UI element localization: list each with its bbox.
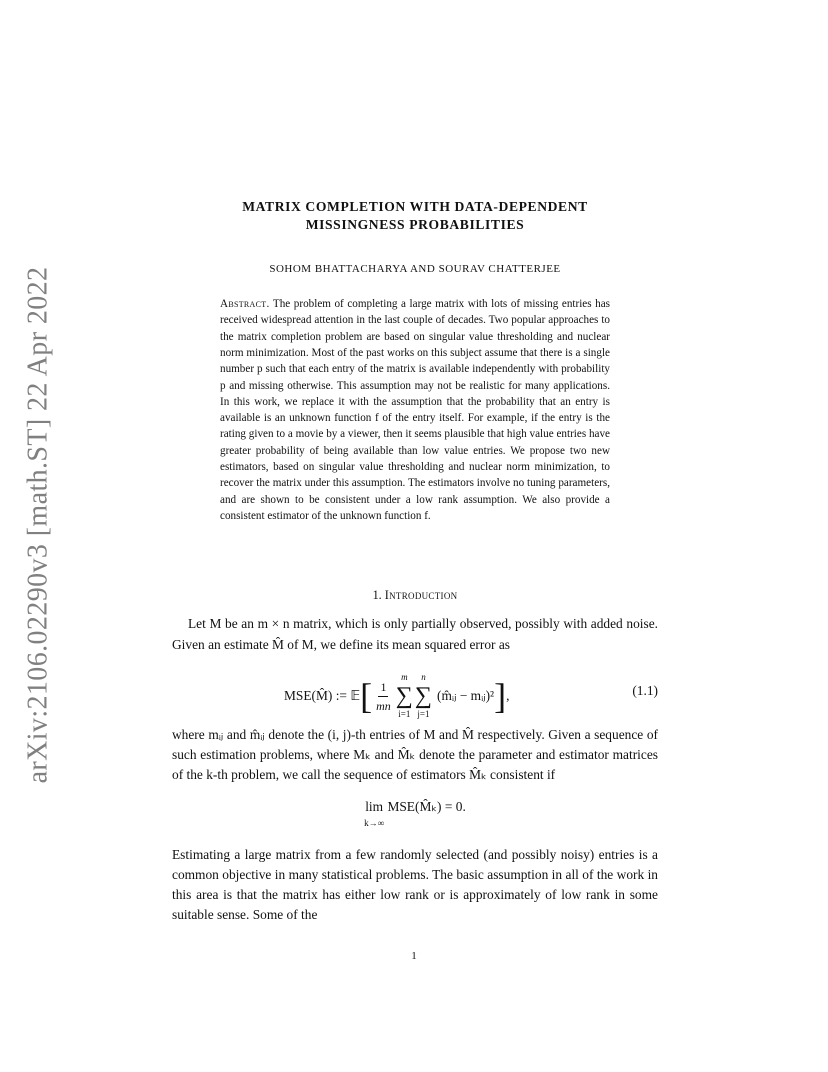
- paragraph-3: Estimating a large matrix from a few randomly selected (and possibly noisy) entries is a common objective in many statistical problems. The basic assumption in all of the work in this area is that the matrix has either low rank or is approximately of low rank in some suitable sense. Some of the: [172, 846, 658, 922]
- paper-page: [172, 198, 658, 925]
- eq1-comma: ,: [506, 688, 510, 704]
- title-line-2: MISSINGNESS PROBABILITIES: [305, 217, 525, 233]
- limit-word: lim: [365, 798, 384, 814]
- eq1-sum-i: [396, 671, 413, 722]
- page-number: 1: [411, 950, 417, 962]
- eq1-sum-j-bottom: j=1: [417, 709, 430, 720]
- limit-body: MSE(M̂ₖ) = 0.: [387, 798, 466, 814]
- eq1-sum-i-top: m: [401, 671, 408, 682]
- eq1-bracket-right: ]: [494, 676, 507, 717]
- sigma-icon: ∑: [395, 683, 413, 710]
- eq1-term: (m̂ᵢⱼ − mᵢⱼ)²: [437, 688, 495, 704]
- arxiv-stamp: [18, 266, 58, 784]
- paragraph-1: Let M be an m × n matrix, which is only partially observed, possibly with added noise. Given an estimate M̂ of M, we define its mean squared error as: [172, 616, 658, 652]
- section-title: Introduction: [384, 588, 458, 603]
- eq1-sum-j: [415, 671, 432, 722]
- sigma-icon: ∑: [414, 683, 432, 710]
- eq1-bracket-left: [: [360, 676, 373, 717]
- title-line-1: MATRIX COMPLETION WITH DATA-DEPENDENT: [242, 199, 588, 214]
- equation-1-1: [172, 661, 658, 721]
- arxiv-stamp-text: arXiv:2106.02290v3 [math.ST] 22 Apr 2022: [22, 266, 53, 784]
- eq1-sum-i-bottom: i=1: [398, 709, 411, 720]
- paragraph-2: where mᵢⱼ and m̂ᵢⱼ denote the (i, j)-th entries of M and M̂ respectively. Given a sequence of such estimation problems, where Mₖ and M̂ₖ denote the parameter and estimator matrices of the k-th problem, we call the sequence of estimators M̂ₖ consistent if: [172, 726, 658, 782]
- eq1-frac-num: 1: [378, 678, 388, 697]
- abstract-text: The problem of completing a large matrix with lots of missing entries has received widespread attention in the last couple of decades. Two popular approaches to the matrix completion problem are based on singular value thresholding and nuclear norm minimization. Most of the past works on this subject assume that there is a single number p such that each entry of the matrix is available independently with probability p and missing otherwise. This assumption may not be realistic for many applications. In this work, we replace it with the assumption that the probability that an entry is available is an unknown function f of the entry itself. For example, if the entry is the rating given to a movie by a viewer, then it seems plausible that high value entries have greater probability of being available than low value entries. We propose two new estimators, based on singular value thresholding and nuclear norm minimization, to recover the matrix under this assumption. The estimators involve no tuning parameters, and are shown to be consistent under a low rank assumption. We also provide a consistent estimator of the unknown function f.: [220, 298, 610, 522]
- paper-title: [172, 198, 658, 235]
- equation-number: (1.1): [632, 682, 658, 698]
- abstract-label: Abstract.: [220, 298, 270, 311]
- authors: SOHOM BHATTACHARYA AND SOURAV CHATTERJEE: [269, 262, 561, 275]
- section-number: 1.: [372, 588, 382, 603]
- limit-operator: [364, 797, 384, 831]
- limit-subscript: k→∞: [364, 818, 385, 829]
- eq1-sum-j-top: n: [421, 671, 426, 682]
- section-heading: [172, 586, 658, 604]
- equation-limit: [172, 797, 658, 831]
- eq1-lhs: MSE(M̂) := 𝔼: [284, 688, 361, 704]
- eq1-fraction: [376, 678, 391, 715]
- abstract: [220, 296, 610, 524]
- eq1-frac-den: mn: [376, 698, 391, 713]
